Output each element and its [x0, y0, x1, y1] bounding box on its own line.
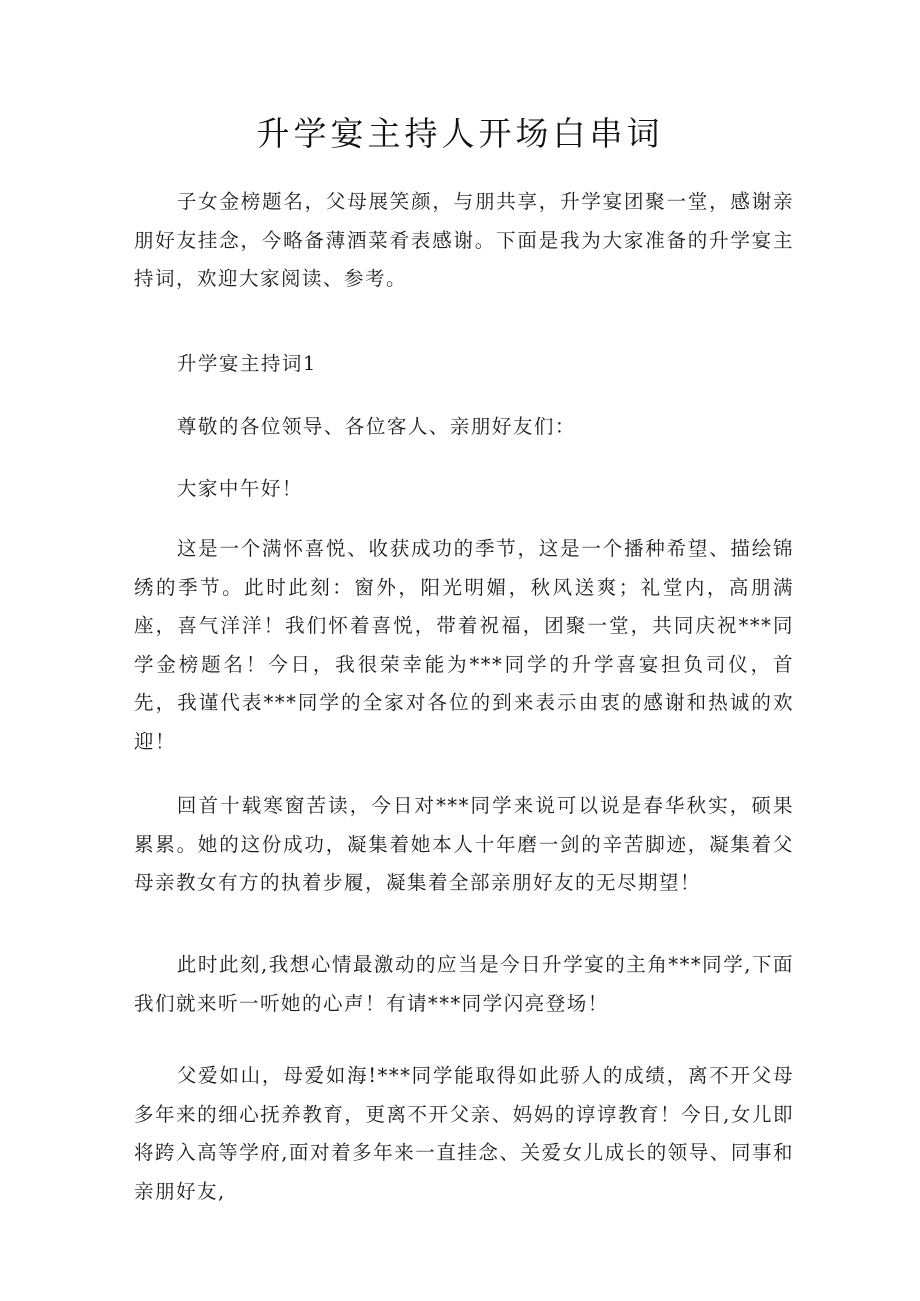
document-title: 升学宴主持人开场白串词 [256, 114, 664, 153]
body-paragraph-4: 父爱如山，母爱如海!***同学能取得如此骄人的成绩，离不开父母多年来的细心抚养教育，更离不开父亲、妈妈的谆谆教育！今日,女儿即将跨入高等学府,面对着多年来一直挂念、关爱女儿成长的领导、同事和亲朋好友, [134, 1064, 794, 1203]
section-heading: 升学宴主持词1 [176, 352, 317, 375]
intro-paragraph: 子女金榜题名，父母展笑颜，与朋共享，升学宴团聚一堂，感谢亲朋好友挂念，今略备薄酒菜肴表感谢。下面是我为大家准备的升学宴主持词，欢迎大家阅读、参考。 [134, 190, 794, 290]
greeting-paragraph: 大家中午好！ [176, 477, 303, 500]
body-paragraph-1: 这是一个满怀喜悦、收获成功的季节，这是一个播种希望、描绘锦绣的季节。此时此刻：窗外，阳光明媚，秋风送爽；礼堂内，高朋满座，喜气洋洋！我们怀着喜悦，带着祝福，团聚一堂，共同庆祝***同学金榜题名！今日，我很荣幸能为***同学的升学喜宴担负司仪，首先，我谨代表***同学的全家对各位的到来表示由衷的感谢和热诚的欢迎！ [134, 537, 794, 753]
body-paragraph-2: 回首十载寒窗苦读，今日对***同学来说可以说是春华秋实，硕果累累。她的这份成功，凝集着她本人十年磨一剑的辛苦脚迹，凝集着父母亲教女有方的执着步履，凝集着全部亲朋好友的无尽期望！ [134, 794, 794, 894]
body-paragraph-3: 此时此刻,我想心情最激动的应当是今日升学宴的主角***同学,下面我们就来听一听她的心声！有请***同学闪亮登场！ [134, 953, 794, 1015]
salutation-paragraph: 尊敬的各位领导、各位客人、亲朋好友们： [176, 415, 576, 438]
